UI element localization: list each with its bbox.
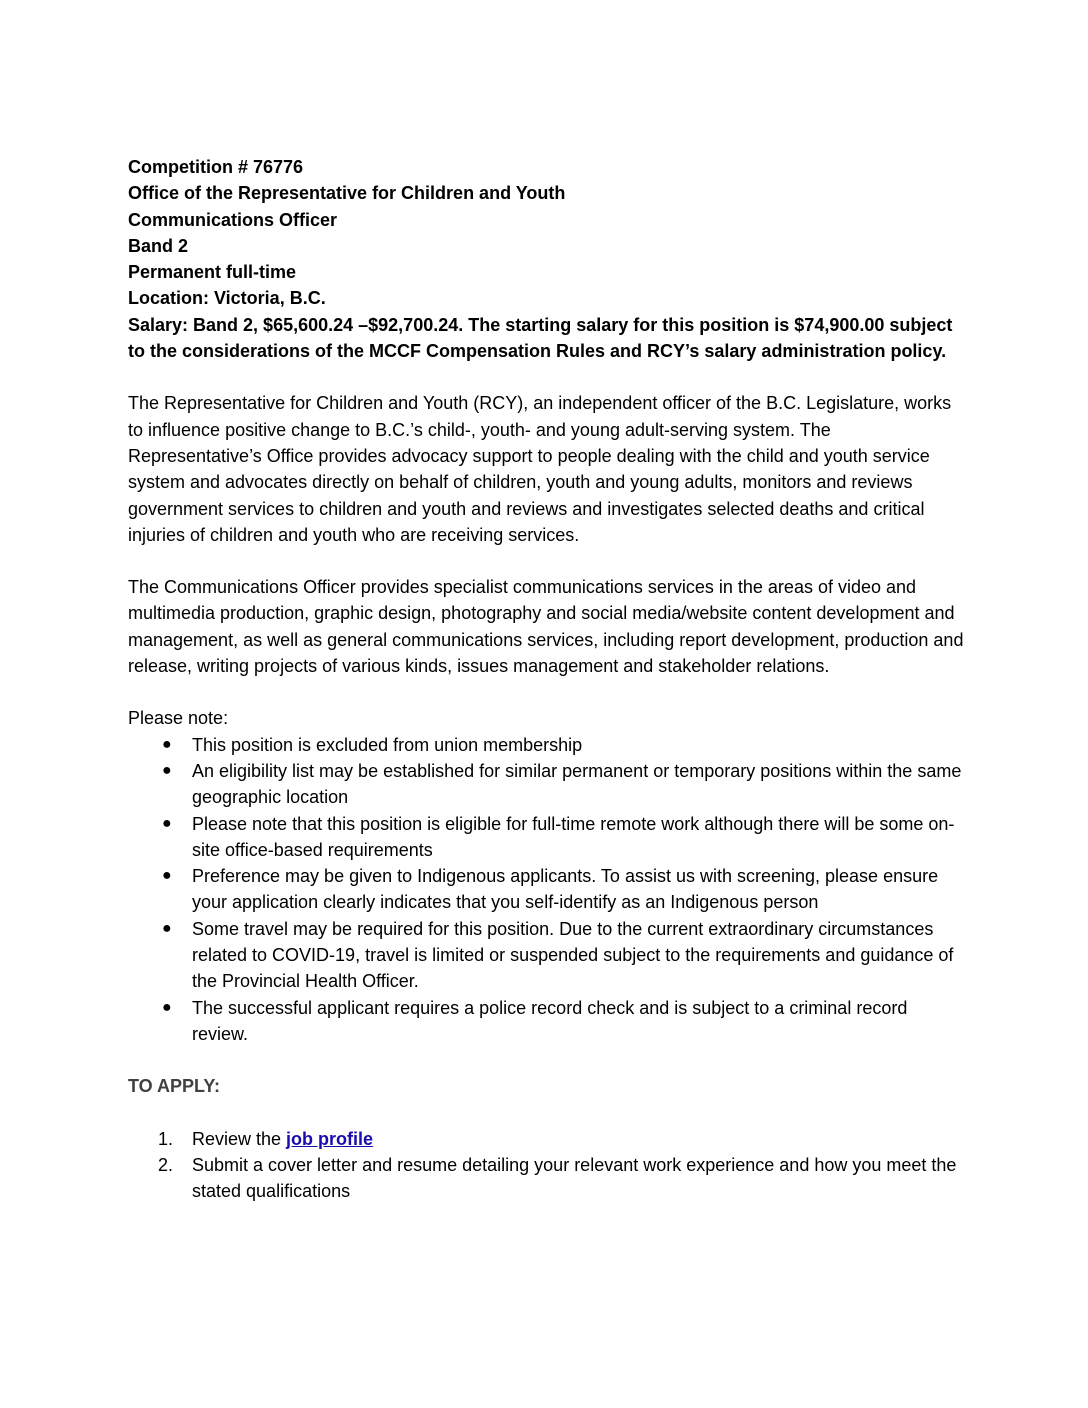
- bullet-icon: ●: [162, 814, 172, 832]
- note-text: Preference may be given to Indigenous applicants. To assist us with screening, please ensure your application clearly indicates that you self-identify as an Indigenous person: [192, 866, 939, 913]
- list-item: [128, 995, 968, 1048]
- position-title: Communications Officer: [128, 209, 338, 230]
- location: Location: Victoria, B.C.: [128, 288, 326, 309]
- note-text: An eligibility list may be established for similar permanent or temporary positions within the same geographic location: [192, 760, 962, 808]
- list-item: [128, 811, 968, 864]
- please-note-label: Please note:: [128, 708, 229, 729]
- bullet-icon: ●: [162, 867, 172, 885]
- note-text: Some travel may be required for this position. Due to the current extraordinary circumstances related to COVID-19, travel is limited or suspended subject to the requirements and guidance of the Provincial Health Officer.: [192, 918, 954, 992]
- office-name: Office of the Representative for Children and Youth: [128, 183, 566, 204]
- list-item: [128, 758, 968, 811]
- list-item: [128, 1126, 968, 1152]
- step-text: Submit a cover letter and resume detailing your relevant work experience and how you meet the stated qualifications: [192, 1154, 957, 1202]
- posting-header: [128, 154, 968, 364]
- role-paragraph: The Communications Officer provides specialist communications services in the areas of video and multimedia production, graphic design, photography and social media/website content development and management, as well as general communications services, including report development, production and release, writing projects of various kinds, issues management and stakeholder relations.: [128, 577, 964, 677]
- notes-list: [128, 732, 968, 1048]
- band: Band 2: [128, 235, 189, 256]
- list-item: [128, 863, 968, 916]
- step-number: 1.: [158, 1128, 174, 1149]
- apply-steps: [128, 1126, 968, 1205]
- document-content: [128, 154, 968, 1204]
- to-apply-heading: TO APPLY:: [128, 1076, 221, 1097]
- bullet-icon: ●: [162, 919, 172, 937]
- list-item: [128, 916, 968, 995]
- note-text: The successful applicant requires a police record check and is subject to a criminal record review.: [192, 997, 908, 1044]
- list-item: [128, 732, 968, 758]
- step-text: Review the: [192, 1128, 287, 1149]
- list-item: [128, 1152, 968, 1205]
- competition-number: Competition # 76776: [128, 157, 304, 177]
- bullet-icon: ●: [162, 761, 172, 779]
- bullet-icon: ●: [162, 735, 172, 753]
- intro-paragraph: The Representative for Children and Youth (RCY), an independent officer of the B.C. Legislature, works to influence positive change to B.C.’s child-, youth- and young adult-serving system. The Representative’s Office provides advocacy support to people dealing with the child and youth service system and advocates directly on behalf of children, youth and young adults, monitors and reviews government services to children and youth and reviews and investigates selected deaths and critical injuries of children and youth who are receiving services.: [128, 393, 952, 545]
- bullet-icon: ●: [162, 998, 172, 1016]
- job-profile-link[interactable]: job profile: [286, 1128, 374, 1149]
- note-text: Please note that this position is eligible for full-time remote work although there will be some on-site office-based requirements: [192, 813, 955, 860]
- note-text: This position is excluded from union membership: [192, 734, 583, 755]
- salary: Salary: Band 2, $65,600.24 –$92,700.24. The starting salary for this position is $74,900.00 subject to the considerations of the MCCF Compensation Rules and RCY’s salary administration policy.: [128, 314, 953, 362]
- employment-type: Permanent full-time: [128, 262, 297, 283]
- step-number: 2.: [158, 1154, 174, 1175]
